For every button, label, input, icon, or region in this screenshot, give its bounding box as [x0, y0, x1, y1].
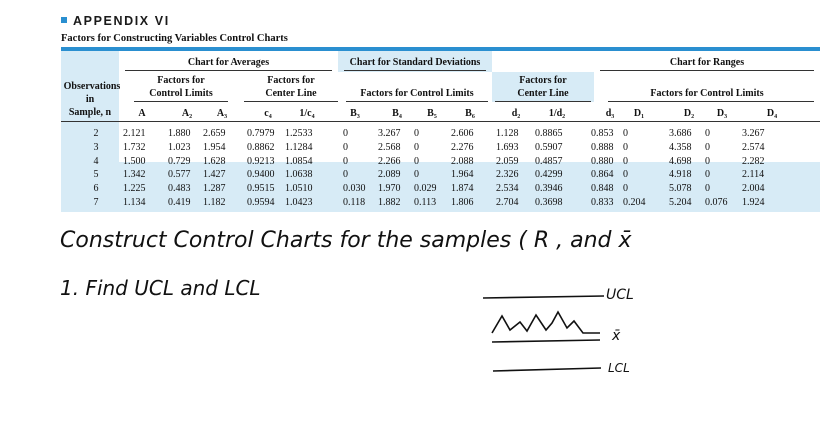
- col-header: 1/c₄: [299, 108, 315, 119]
- table-cell: 1.970: [378, 183, 401, 195]
- table-cell: 5.078: [669, 183, 692, 195]
- table-cell: 1.0638: [285, 169, 313, 181]
- table-cell: 0.9594: [247, 197, 275, 208]
- table-cell: 2.704: [496, 197, 519, 208]
- table-cell: 2.114: [742, 169, 765, 181]
- table-cell: 1.0510: [285, 183, 313, 195]
- group-stddev: Chart for Standard Deviations: [349, 57, 481, 68]
- r-limits-label: Factors for Control Limits: [650, 88, 764, 99]
- table-cell: 1.1284: [285, 141, 313, 153]
- avg-limits-label-2: Control Limits: [149, 88, 213, 99]
- col-header: B₃: [350, 108, 360, 119]
- table-cell: 0.4299: [535, 169, 563, 181]
- sd-limits-label: Factors for Control Limits: [360, 88, 474, 99]
- table-cell: 0.853: [591, 128, 614, 139]
- lcl-line: [493, 368, 601, 371]
- ucl-label: UCL: [606, 287, 634, 303]
- note-line-2: 1. Find UCL and LCL: [60, 276, 261, 300]
- table-cell: 1.287: [203, 183, 226, 195]
- table-cell: 1.225: [123, 183, 146, 195]
- obs-label-1: Observations: [63, 81, 121, 92]
- table-cell: 2.089: [378, 169, 401, 181]
- table-cell: 0.030: [343, 183, 366, 195]
- row-n: 7: [93, 197, 99, 208]
- table-cell: 1.732: [123, 141, 146, 153]
- table-cell: 0: [705, 183, 710, 195]
- table-cell: 0: [414, 141, 419, 153]
- table-cell: 0.729: [168, 155, 191, 167]
- table-cell: 2.534: [496, 183, 519, 195]
- lcl-label: LCL: [608, 361, 630, 375]
- table-cell: 1.128: [496, 128, 519, 139]
- table-cell: 0: [623, 128, 628, 139]
- table-cell: 0: [623, 183, 628, 195]
- table-cell: 2.282: [742, 155, 765, 167]
- table-cell: 3.267: [742, 128, 765, 139]
- table-cell: 0.8865: [535, 128, 563, 139]
- table-cell: 1.924: [742, 197, 765, 208]
- table-cell: 0.118: [343, 197, 366, 208]
- xbar-center-line: [492, 340, 600, 342]
- r-center-label-2: Center Line: [517, 88, 569, 99]
- col-header: B₆: [465, 108, 475, 119]
- table-cell: 0.7979: [247, 128, 275, 139]
- table-cell: 5.204: [669, 197, 692, 208]
- table-cell: 2.059: [496, 155, 519, 167]
- table-cell: 0.5907: [535, 141, 563, 153]
- row-n: 2: [93, 128, 99, 139]
- table-cell: 0: [705, 155, 710, 167]
- table-cell: 0.880: [591, 155, 614, 167]
- table-cell: 2.121: [123, 128, 146, 139]
- r-center-label-1: Factors for: [519, 75, 567, 86]
- obs-label-3: Sample, n: [68, 107, 112, 118]
- row-n: 5: [93, 169, 99, 181]
- ucl-line: [483, 296, 604, 298]
- table-cell: 1.954: [203, 141, 226, 153]
- col-header: c₄: [264, 108, 272, 119]
- table-cell: 1.964: [451, 169, 474, 181]
- table-cell: 2.004: [742, 183, 765, 195]
- table-cell: 1.2533: [285, 128, 313, 139]
- col-header: D₁: [633, 108, 645, 119]
- table-cell: 0: [343, 155, 348, 167]
- table-cell: 0: [343, 128, 348, 139]
- obs-label-2: in: [85, 94, 95, 105]
- table-cell: 0.204: [623, 197, 646, 208]
- col-header: A: [138, 108, 146, 119]
- table-cell: 3.267: [378, 128, 401, 139]
- table-cell: 1.0423: [285, 197, 313, 208]
- table-cell: 1.880: [168, 128, 191, 139]
- table-cell: 0.9400: [247, 169, 275, 181]
- table-cell: 4.698: [669, 155, 692, 167]
- col-header: B₅: [427, 108, 437, 119]
- table-cell: 0.848: [591, 183, 614, 195]
- table-cell: 0.3946: [535, 183, 563, 195]
- table-cell: 1.023: [168, 141, 191, 153]
- table-cell: 0.029: [414, 183, 437, 195]
- table-cell: 1.874: [451, 183, 474, 195]
- table-cell: 2.088: [451, 155, 474, 167]
- table-cell: 1.342: [123, 169, 146, 181]
- table-cell: 0: [343, 169, 348, 181]
- xbar-trace: [492, 312, 600, 333]
- table-title: Factors for Constructing Variables Control Charts: [61, 33, 288, 44]
- table-cell: 2.568: [378, 141, 401, 153]
- table-cell: 0.833: [591, 197, 614, 208]
- table-cell: 1.134: [123, 197, 146, 208]
- table-cell: 1.806: [451, 197, 474, 208]
- table-cell: 0: [705, 141, 710, 153]
- table-cell: 2.659: [203, 128, 226, 139]
- col-header: A₃: [216, 108, 228, 119]
- table-cell: 0: [343, 141, 348, 153]
- appendix-label: APPENDIX VI: [73, 14, 170, 28]
- table-cell: 1.0854: [285, 155, 313, 167]
- table-cell: 0.483: [168, 183, 191, 195]
- table-cell: 1.628: [203, 155, 226, 167]
- table-cell: 0.3698: [535, 197, 563, 208]
- table-cell: 2.326: [496, 169, 519, 181]
- table-cell: 1.500: [123, 155, 146, 167]
- table-cell: 1.182: [203, 197, 226, 208]
- table-cell: 2.266: [378, 155, 401, 167]
- table-cell: 0: [623, 141, 628, 153]
- table-cell: 4.358: [669, 141, 692, 153]
- table-cell: 0: [705, 128, 710, 139]
- table-cell: 0.9515: [247, 183, 275, 195]
- table-cell: 4.918: [669, 169, 692, 181]
- table-cell: 0: [414, 128, 419, 139]
- table-cell: 2.574: [742, 141, 765, 153]
- row-n: 6: [93, 183, 99, 195]
- avg-center-label-1: Factors for: [267, 75, 315, 86]
- table-cell: 1.882: [378, 197, 401, 208]
- col-header: D₄: [766, 108, 778, 119]
- table-cell: 0: [623, 169, 628, 181]
- table-cell: 0: [414, 169, 419, 181]
- table-cell: 3.686: [669, 128, 692, 139]
- row-n: 3: [93, 141, 99, 153]
- table-cell: 0.8862: [247, 141, 275, 153]
- group-ranges: Chart for Ranges: [669, 57, 745, 68]
- note-line-1: Construct Control Charts for the samples ( R , and x̄: [60, 228, 632, 253]
- avg-center-label-2: Center Line: [265, 88, 317, 99]
- table-cell: 0.076: [705, 197, 728, 208]
- table-cell: 1.427: [203, 169, 226, 181]
- table-cell: 0.577: [168, 169, 191, 181]
- table-cell: 0.419: [168, 197, 191, 208]
- table-cell: 0.113: [414, 197, 437, 208]
- col-header: d₃: [605, 108, 615, 119]
- table-cell: 0: [705, 169, 710, 181]
- table-cell: 0.864: [591, 169, 614, 181]
- table-cell: 0.888: [591, 141, 614, 153]
- col-header: D₃: [716, 108, 728, 119]
- col-header: D₂: [683, 108, 695, 119]
- col-header: 1/d₂: [548, 108, 566, 119]
- col-header: d₂: [511, 108, 521, 119]
- row-n: 4: [93, 155, 99, 167]
- col-header: A₂: [181, 108, 193, 119]
- table-cell: 0: [623, 155, 628, 167]
- table-cell: 0.9213: [247, 155, 275, 167]
- table-cell: 2.606: [451, 128, 474, 139]
- group-averages: Chart for Averages: [187, 57, 270, 68]
- table-cell: 0: [414, 155, 419, 167]
- col-header: B₄: [392, 108, 402, 119]
- table-cell: 2.276: [451, 141, 474, 153]
- table-cell: 1.693: [496, 141, 519, 153]
- table-cell: 0.4857: [535, 155, 563, 167]
- xbar-label: x̄: [612, 328, 621, 344]
- avg-limits-label-1: Factors for: [157, 75, 205, 86]
